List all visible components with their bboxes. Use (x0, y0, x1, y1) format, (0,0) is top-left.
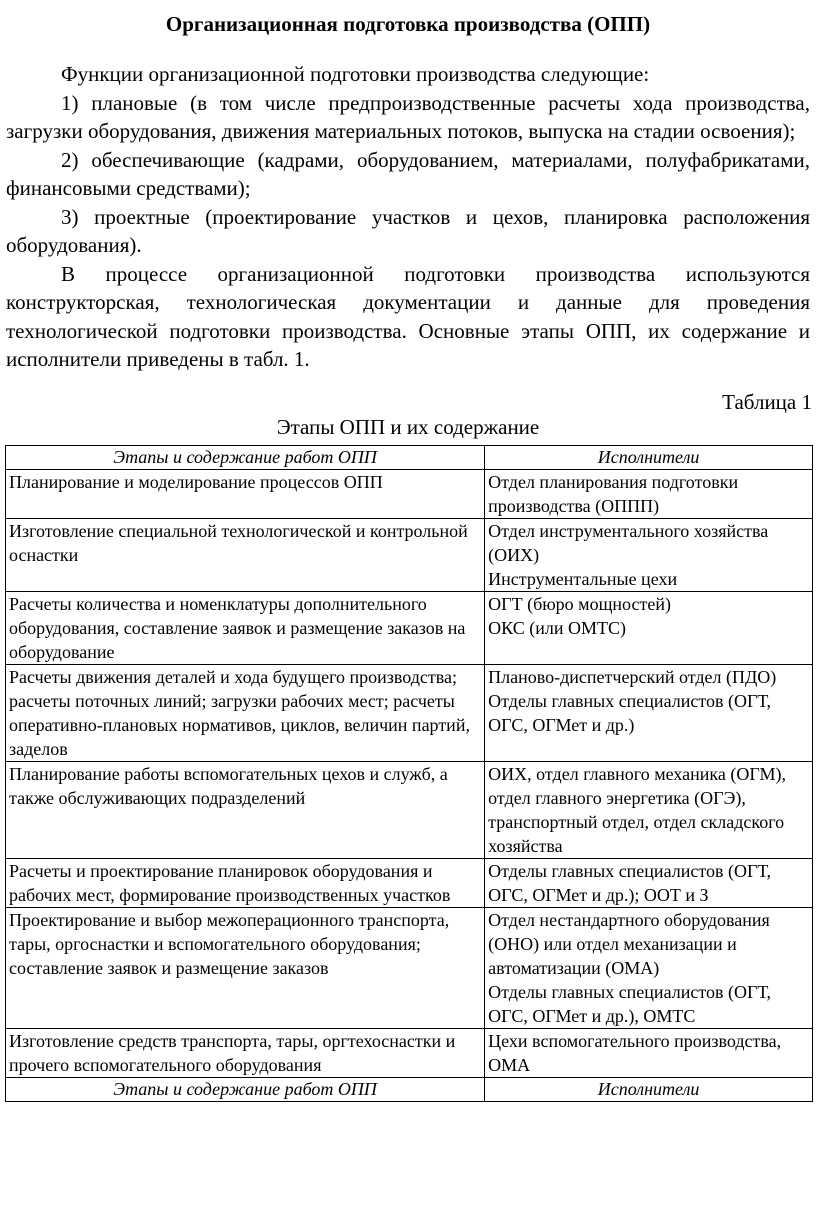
stage-cell: Планирование работы вспомогательных цехов и служб, а также обслуживающих подразделений (6, 762, 485, 859)
executor-line: Отделы главных специалистов (ОГТ, ОГС, ОГМет и др.), ОМТС (488, 982, 772, 1026)
header-stage: Этапы и содержание работ ОПП (6, 446, 485, 470)
stage-cell: Расчеты количества и номенклатуры дополнительного оборудования, составление заявок и размещение заказов на оборудование (6, 592, 485, 665)
executor-line: Отделы главных специалистов (ОГТ, ОГС, ОГМет и др.) (488, 691, 772, 735)
paragraph-function-3: 3) проектные (проектирование участков и цехов, планировка расположения оборудования). (6, 204, 810, 257)
stage-cell: Планирование и моделирование процессов ОПП (6, 470, 485, 519)
executor-line: ОИХ, отдел главного механика (ОГМ), отдел главного энергетика (ОГЭ), транспортный отдел, отдел складского хозяйства (488, 764, 786, 856)
table-row (6, 470, 813, 519)
table-row (6, 762, 813, 859)
paragraph-function-1: 1) плановые (в том числе предпроизводственные расчеты хода производства, загрузки оборудования, движения материальных потоков, выпуска на стадии освоения); (6, 90, 810, 143)
paragraph-function-2: 2) обеспечивающие (кадрами, оборудованием, материалами, полуфабрикатами, финансовыми средствами); (6, 147, 810, 200)
stage-cell: Проектирование и выбор межоперационного транспорта, тары, оргоснастки и вспомогательного оборудования; составление заявок и размещение заказов (6, 908, 485, 1029)
executors-cell (485, 519, 813, 592)
stages-table (5, 445, 813, 1102)
table-header-row (6, 446, 813, 470)
executors-cell (485, 470, 813, 519)
executors-cell (485, 1029, 813, 1078)
paragraph-process: В процессе организационной подготовки производства используются конструкторская, технологическая документации и данные для проведения технологической подготовки производства. Основные этапы ОПП, их содержание и исполнители приведены в табл. 1. (6, 261, 810, 371)
executor-line: Цехи вспомогательного производства, ОМА (488, 1031, 782, 1075)
table-row (6, 519, 813, 592)
executor-line: Отдел планирования подготовки производства (ОППП) (488, 472, 739, 516)
executors-cell (485, 592, 813, 665)
executors-cell (485, 859, 813, 908)
executor-line: Планово-диспетчерский отдел (ПДО) (488, 667, 777, 687)
header-executors: Исполнители (485, 446, 813, 470)
executor-line: Отделы главных специалистов (ОГТ, ОГС, ОГМет и др.); ООТ и З (488, 861, 772, 905)
page-title: Организационная подготовка производства (ОПП) (165, 12, 651, 36)
executor-line: Отдел инструментального хозяйства (ОИХ) (488, 521, 769, 565)
stage-cell: Изготовление специальной технологической и контрольной оснастки (6, 519, 485, 592)
repeat-header-stage: Этапы и содержание работ ОПП (6, 1078, 485, 1102)
executor-line: Отдел нестандартного оборудования (ОНО) или отдел механизации и автоматизации (ОМА) (488, 910, 770, 978)
body-text (6, 60, 810, 374)
executors-cell (485, 762, 813, 859)
executor-line: ОГТ (бюро мощностей) (488, 594, 671, 614)
stage-cell: Изготовление средств транспорта, тары, оргтехоснастки и прочего вспомогательного оборудования (6, 1029, 485, 1078)
table-repeat-header-row (6, 1078, 813, 1102)
repeat-header-executors: Исполнители (485, 1078, 813, 1102)
stage-cell: Расчеты и проектирование планировок оборудования и рабочих мест, формирование производственных участков (6, 859, 485, 908)
table-row (6, 908, 813, 1029)
executor-line: Инструментальные цехи (488, 569, 678, 589)
table-row (6, 665, 813, 762)
executors-cell (485, 908, 813, 1029)
table-row (6, 1029, 813, 1078)
executor-line: ОКС (или ОМТС) (488, 618, 626, 638)
stage-cell: Расчеты движения деталей и хода будущего производства; расчеты поточных линий; загрузки рабочих мест; расчеты оперативно-плановых нормативов, циклов, величин партий, заделов (6, 665, 485, 762)
paragraph-intro: Функции организационной подготовки производства следующие: (61, 62, 650, 86)
table-row (6, 859, 813, 908)
table-body (6, 470, 813, 1078)
table-caption: Этапы ОПП и их содержание (276, 415, 540, 439)
executors-cell (485, 665, 813, 762)
table-label: Таблица 1 (722, 390, 812, 414)
table-row (6, 592, 813, 665)
